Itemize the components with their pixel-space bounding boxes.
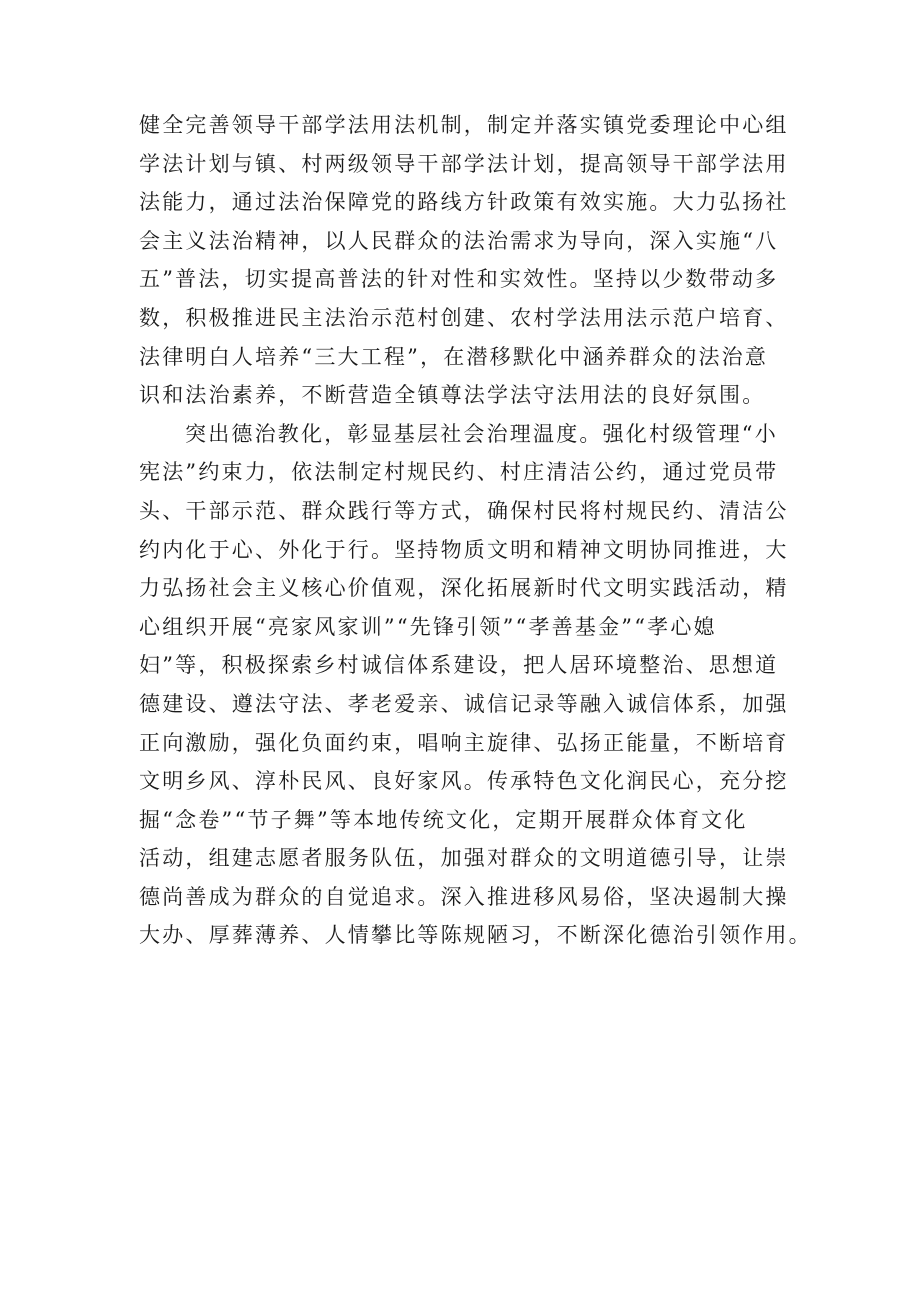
text-line: 德建设、遵法守法、孝老爱亲、诚信记录等融入诚信体系，加强: [139, 691, 789, 716]
text-line: 妇”等，积极探索乡村诚信体系建设，把人居环境整治、思想道: [139, 653, 779, 678]
document-body: [139, 106, 812, 955]
text-line: 五”普法，切实提高普法的针对性和实效性。坚持以少数带动多: [139, 267, 779, 292]
text-line: 头、干部示范、群众践行等方式，确保村民将村规民约、清洁公: [139, 498, 789, 523]
text-line: 力弘扬社会主义核心价值观，深化拓展新时代文明实践活动，精: [139, 576, 789, 601]
text-line: 文明乡风、淳朴民风、良好家风。传承特色文化润民心，充分挖: [139, 769, 789, 794]
text-line: 活动，组建志愿者服务队伍，加强对群众的文明道德引导，让崇: [139, 846, 789, 871]
text-line: 学法计划与镇、村两级领导干部学法计划，提高领导干部学法用: [139, 151, 789, 176]
text-line: 识和法治素养，不断营造全镇尊法学法守法用法的良好氛围。: [139, 383, 766, 408]
text-line: 大办、厚葬薄养、人情攀比等陈规陋习，不断深化德治引领作用。: [139, 923, 812, 948]
text-line: 心组织开展“亮家风家训”“先锋引领”“孝善基金”“孝心媳: [139, 614, 717, 639]
text-line: 数，积极推进民主法治示范村创建、农村学法用法示范户培育、: [139, 305, 789, 330]
text-line: 会主义法治精神，以人民群众的法治需求为导向，深入实施“八: [139, 228, 779, 253]
text-line: 宪法”约束力，依法制定村规民约、村庄清洁公约，通过党员带: [139, 460, 779, 485]
text-line: 德尚善成为群众的自觉追求。深入推进移风易俗，坚决遏制大操: [139, 884, 789, 909]
text-line: 健全完善领导干部学法用法机制，制定并落实镇党委理论中心组: [139, 113, 789, 137]
text-line: 法律明白人培养“三大工程”，在潜移默化中涵养群众的法治意: [139, 344, 769, 369]
text-line: 约内化于心、外化于行。坚持物质文明和精神文明协同推进，大: [139, 537, 789, 562]
text-line: 正向激励，强化负面约束，唱响主旋律、弘扬正能量，不断培育: [139, 730, 789, 755]
text-line: 掘“念卷”“节子舞”等本地传统文化，定期开展群众体育文化: [139, 807, 748, 832]
text-line-indented: 突出德治教化，彰显基层社会治理温度。强化村级管理“小: [185, 421, 778, 446]
text-line: 法能力，通过法治保障党的路线方针政策有效实施。大力弘扬社: [139, 190, 789, 215]
paragraph-moral-education: [139, 415, 812, 955]
paragraph-rule-of-law: [139, 106, 799, 415]
